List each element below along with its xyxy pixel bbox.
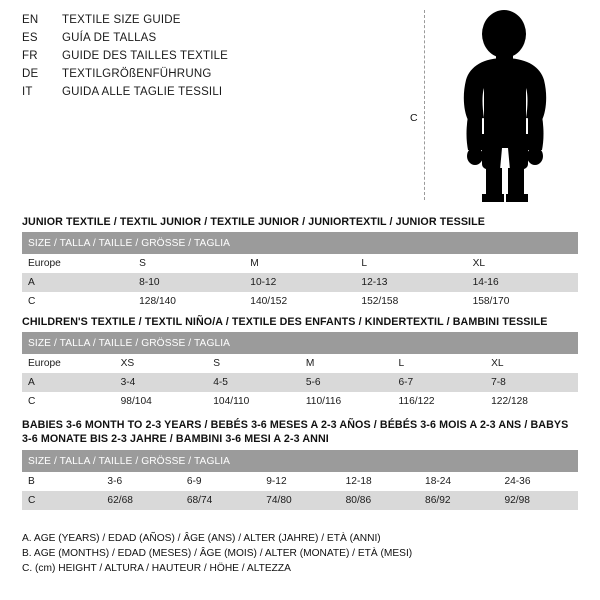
cell: S bbox=[133, 254, 244, 273]
cell: L bbox=[393, 354, 486, 373]
language-row bbox=[22, 86, 302, 104]
language-code: EN bbox=[22, 14, 39, 26]
section-babies-textile bbox=[22, 418, 578, 510]
junior-size-table bbox=[22, 232, 578, 311]
cell: 140/152 bbox=[244, 292, 355, 311]
language-code: IT bbox=[22, 86, 33, 98]
cell: 74/80 bbox=[260, 491, 339, 510]
cell: 92/98 bbox=[498, 491, 578, 510]
row-label: A bbox=[22, 373, 115, 392]
cell: M bbox=[300, 354, 393, 373]
cell: 80/86 bbox=[340, 491, 419, 510]
table-header-row bbox=[22, 232, 578, 254]
cell: L bbox=[355, 254, 466, 273]
row-label: A bbox=[22, 273, 133, 292]
section-title: JUNIOR TEXTILE / TEXTIL JUNIOR / TEXTILE JUNIOR / JUNIORTEXTIL / JUNIOR TESSILE bbox=[22, 216, 485, 228]
table-header-label: SIZE / TALLA / TAILLE / GRÖSSE / TAGLIA bbox=[22, 450, 578, 472]
cell: 14-16 bbox=[467, 273, 578, 292]
table-header-row bbox=[22, 450, 578, 472]
cell: 18-24 bbox=[419, 472, 498, 491]
section-title: BABIES 3-6 MONTH TO 2-3 YEARS / BEBÉS 3-6 MESES A 2-3 AÑOS / BÉBÉS 3-6 MOIS A 2-3 ANS / BABYS 3-6 MONATE BIS 2-3 JAHRE / BAMBINI 3-6 MESI A 2-3 ANNI bbox=[22, 419, 569, 445]
cell: 8-10 bbox=[133, 273, 244, 292]
table-row bbox=[22, 373, 578, 392]
cell: 9-12 bbox=[260, 472, 339, 491]
legend-line-c: C. (cm) HEIGHT / ALTURA / HAUTEUR / HÖHE / ALTEZZA bbox=[22, 563, 291, 574]
measurement-figure bbox=[402, 8, 582, 208]
cell: 158/170 bbox=[467, 292, 578, 311]
row-label: B bbox=[22, 472, 101, 491]
table-row bbox=[22, 292, 578, 311]
table-row bbox=[22, 472, 578, 491]
language-code: DE bbox=[22, 68, 39, 80]
height-guide-line bbox=[424, 10, 425, 200]
cell: M bbox=[244, 254, 355, 273]
row-label: C bbox=[22, 491, 101, 510]
table-row bbox=[22, 491, 578, 510]
table-row bbox=[22, 354, 578, 373]
cell: 24-36 bbox=[498, 472, 578, 491]
cell: 68/74 bbox=[181, 491, 260, 510]
cell: 152/158 bbox=[355, 292, 466, 311]
cell: 7-8 bbox=[485, 373, 578, 392]
language-title: GUIDE DES TAILLES TEXTILE bbox=[62, 50, 229, 62]
section-childrens-textile bbox=[22, 316, 578, 411]
section-title: CHILDREN'S TEXTILE / TEXTIL NIÑO/A / TEXTILE DES ENFANTS / KINDERTEXTIL / BAMBINI TESSILE bbox=[22, 316, 548, 328]
measurement-label-c: C bbox=[410, 112, 418, 124]
language-title-block bbox=[22, 14, 302, 104]
table-header-label: SIZE / TALLA / TAILLE / GRÖSSE / TAGLIA bbox=[22, 232, 578, 254]
row-label: Europe bbox=[22, 254, 133, 273]
language-code: ES bbox=[22, 32, 38, 44]
language-title: TEXTILE SIZE GUIDE bbox=[62, 14, 181, 26]
cell: XS bbox=[115, 354, 208, 373]
row-label: C bbox=[22, 292, 133, 311]
language-title: GUIDA ALLE TAGLIE TESSILI bbox=[62, 86, 223, 98]
cell: XL bbox=[485, 354, 578, 373]
legend-line-b: B. AGE (MONTHS) / EDAD (MESES) / ÂGE (MOIS) / ALTER (MONATE) / ETÀ (MESI) bbox=[22, 548, 413, 559]
cell: 4-5 bbox=[207, 373, 300, 392]
table-row bbox=[22, 273, 578, 292]
cell: 6-9 bbox=[181, 472, 260, 491]
cell: 104/110 bbox=[207, 392, 300, 411]
section-junior-textile bbox=[22, 216, 578, 311]
babies-size-table bbox=[22, 450, 578, 510]
language-title: TEXTILGRÖßENFÜHRUNG bbox=[62, 68, 212, 80]
row-label: Europe bbox=[22, 354, 115, 373]
language-code: FR bbox=[22, 50, 38, 62]
cell: 110/116 bbox=[300, 392, 393, 411]
cell: 116/122 bbox=[393, 392, 486, 411]
cell: 3-6 bbox=[101, 472, 180, 491]
table-header-row bbox=[22, 332, 578, 354]
cell: 62/68 bbox=[101, 491, 180, 510]
language-row bbox=[22, 14, 302, 32]
cell: 98/104 bbox=[115, 392, 208, 411]
cell: S bbox=[207, 354, 300, 373]
cell: 86/92 bbox=[419, 491, 498, 510]
cell: 6-7 bbox=[393, 373, 486, 392]
table-row bbox=[22, 392, 578, 411]
cell: 12-13 bbox=[355, 273, 466, 292]
legend-block bbox=[22, 531, 578, 576]
table-row bbox=[22, 254, 578, 273]
cell: XL bbox=[467, 254, 578, 273]
legend-line-a: A. AGE (YEARS) / EDAD (AÑOS) / ÂGE (ANS) / ALTER (JAHRE) / ETÀ (ANNI) bbox=[22, 533, 381, 544]
cell: 122/128 bbox=[485, 392, 578, 411]
language-row bbox=[22, 50, 302, 68]
cell: 128/140 bbox=[133, 292, 244, 311]
language-title: GUÍA DE TALLAS bbox=[62, 32, 157, 44]
table-header-label: SIZE / TALLA / TAILLE / GRÖSSE / TAGLIA bbox=[22, 332, 578, 354]
cell: 3-4 bbox=[115, 373, 208, 392]
cell: 10-12 bbox=[244, 273, 355, 292]
row-label: C bbox=[22, 392, 115, 411]
cell: 5-6 bbox=[300, 373, 393, 392]
language-row bbox=[22, 32, 302, 50]
cell: 12-18 bbox=[340, 472, 419, 491]
language-row bbox=[22, 68, 302, 86]
children-size-table bbox=[22, 332, 578, 411]
child-silhouette-icon bbox=[444, 8, 574, 204]
